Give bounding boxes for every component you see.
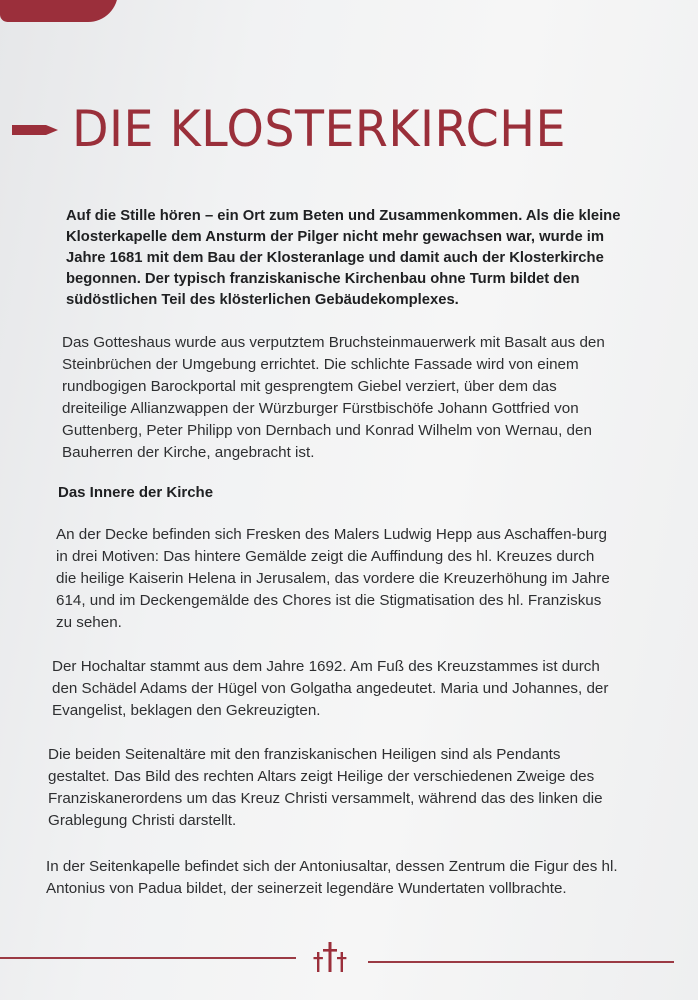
title-row xyxy=(0,96,698,166)
paragraph-exterior: Das Gotteshaus wurde aus verputztem Bruchsteinmauerwerk mit Basalt aus den Steinbrüchen der Umgebung errichtet. Die schlichte Fassade wird von einem rundbogigen Barockportal mit gesprengtem Giebel verziert, über dem das dreiteilige Allianzwappen der Würzburger Fürstbischöfe Johann Gottfried von Guttenberg, Peter Philipp von Dernbach und Konrad Wilhelm von Wernau, den Bauherren der Kirche, angebracht ist. xyxy=(62,334,605,461)
intro-paragraph: Auf die Stille hören – ein Ort zum Beten und Zusammenkommen. Als die kleine Klosterkapelle dem Ansturm der Pilger nicht mehr gewachsen war, wurde im Jahre 1681 mit dem Bau der Klosteranlage und damit auch der Klosterkirche begonnen. Der typisch franziskanische Kirchenbau ohne Turm bildet den südöstlichen Teil des klösterlichen Gebäudekomplexes. xyxy=(66,208,621,308)
paragraph-frescoes: An der Decke befinden sich Fresken des Malers Ludwig Hepp aus Aschaffen-burg in drei Motiven: Das hintere Gemälde zeigt die Auffindung des hl. Kreuzes durch die heilige Kaiserin Helena in Jerusalem, das vordere die Kreuzerhöhung im Jahre 614, und im Deckengemälde des Chores ist die Stigmatisation des hl. Franziskus zu sehen. xyxy=(56,526,610,631)
paragraph-side-chapel: In der Seitenkapelle befindet sich der Antoniusaltar, dessen Zentrum die Figur des hl. Antonius von Padua bildet, der seinerzeit legendäre Wundertaten vollbrachte. xyxy=(46,858,618,897)
page-title: DIE KLOSTERKIRCHE xyxy=(72,100,566,158)
paragraph-side-altars: Die beiden Seitenaltäre mit den franziskanischen Heiligen sind als Pendants gestaltet. Das Bild des rechten Altars zeigt Heilige der verschiedenen Zweige des Franziskanerordens um das Kreuz Christi versammelt, während das des linken die Grablegung Christi darstellt. xyxy=(48,746,603,829)
footer-divider-right xyxy=(368,961,674,963)
paragraph-high-altar: Der Hochaltar stammt aus dem Jahre 1692. Am Fuß des Kreuzstammes ist durch den Schädel Adams der Hügel von Golgatha angedeutet. Maria und Johannes, der Evangelist, beklagen den Gekreuzigten. xyxy=(52,658,609,719)
three-crosses-icon xyxy=(312,940,348,974)
section-heading: Das Innere der Kirche xyxy=(58,484,214,501)
footer-divider-left xyxy=(0,957,296,959)
header-tab-decoration xyxy=(0,0,118,22)
arrow-marker-icon xyxy=(12,123,58,137)
